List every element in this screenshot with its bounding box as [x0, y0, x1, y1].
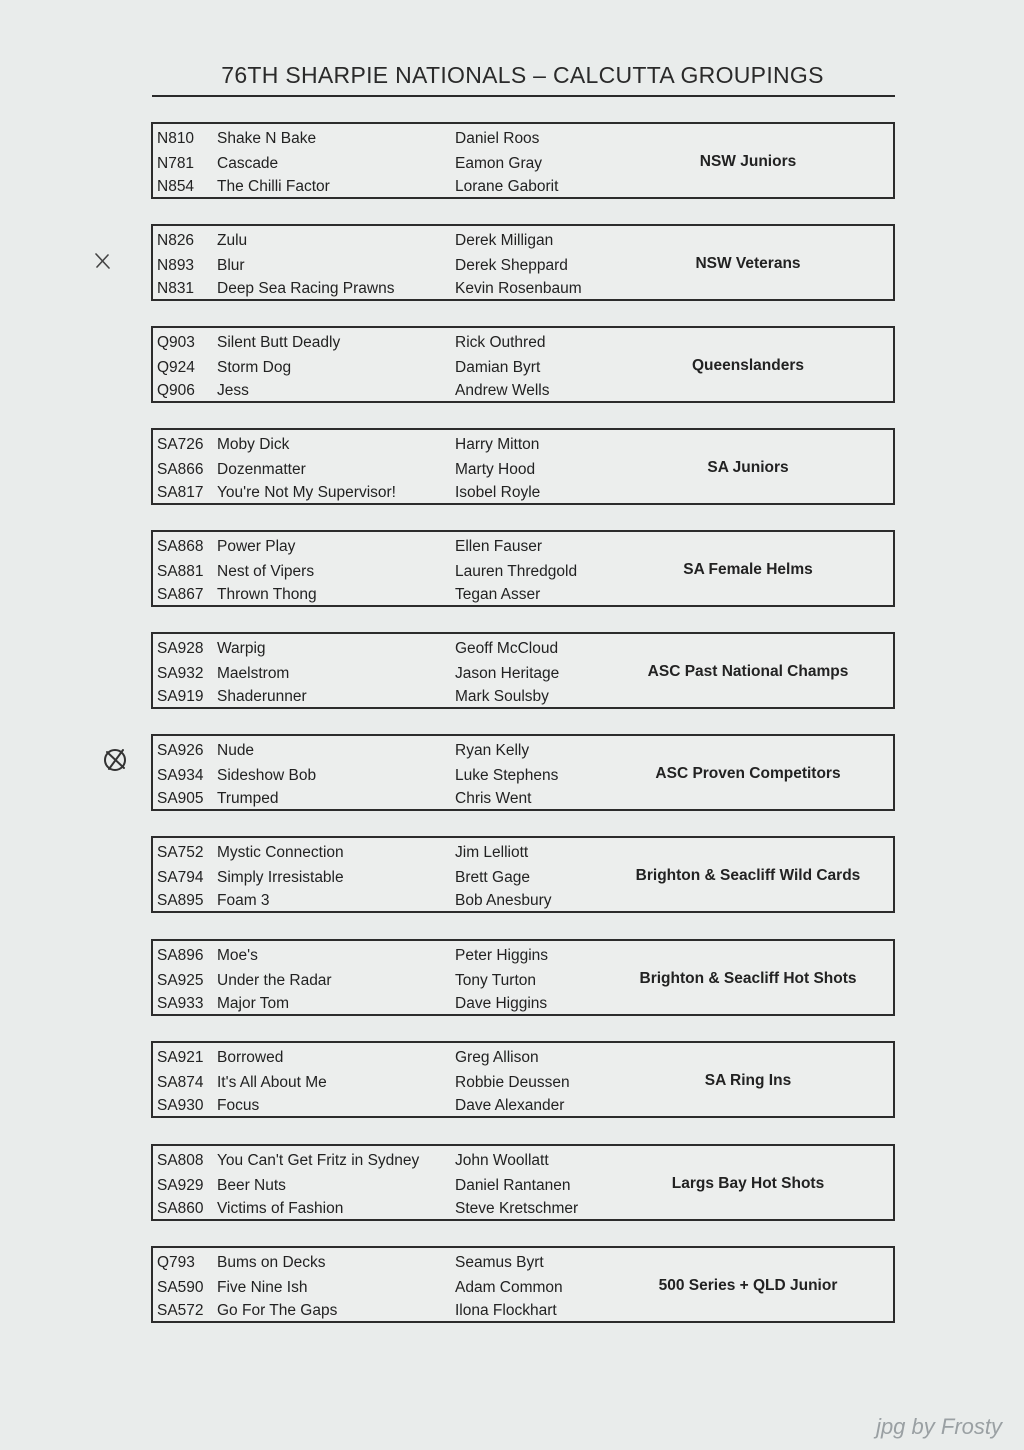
- group-box: [151, 326, 895, 403]
- entry-row: [153, 788, 893, 810]
- boat-name: Focus: [217, 1097, 260, 1114]
- sail-number: SA752: [157, 844, 204, 861]
- boat-name: You Can't Get Fritz in Sydney: [217, 1152, 420, 1169]
- boat-name: Warpig: [217, 640, 266, 657]
- sail-number: N781: [157, 155, 195, 172]
- boat-name: You're Not My Supervisor!: [217, 484, 396, 501]
- entry-row: [153, 128, 893, 150]
- skipper-name: Robbie Deussen: [455, 1074, 570, 1091]
- skipper-name: Peter Higgins: [455, 947, 549, 964]
- group-name: Brighton & Seacliff Wild Cards: [635, 867, 861, 884]
- skipper-name: Dave Alexander: [455, 1097, 565, 1114]
- entry-row: [153, 380, 893, 402]
- group-box: [151, 530, 895, 607]
- skipper-name: Adam Common: [455, 1279, 563, 1296]
- sail-number: SA925: [157, 972, 204, 989]
- sail-number: N831: [157, 280, 195, 297]
- sail-number: SA808: [157, 1152, 204, 1169]
- skipper-name: Daniel Rantanen: [455, 1177, 571, 1194]
- boat-name: Zulu: [217, 232, 248, 249]
- pen-cross-mark: [92, 250, 114, 272]
- skipper-name: Geoff McCloud: [455, 640, 559, 657]
- entry-row: [153, 434, 893, 456]
- skipper-name: Ilona Flockhart: [455, 1302, 557, 1319]
- sail-number: SA867: [157, 586, 204, 603]
- skipper-name: Rick Outhred: [455, 334, 546, 351]
- sail-number: SA896: [157, 947, 204, 964]
- sail-number: Q793: [157, 1254, 195, 1271]
- skipper-name: Damian Byrt: [455, 359, 541, 376]
- sail-number: SA930: [157, 1097, 204, 1114]
- group-name: 500 Series + QLD Junior: [658, 1277, 838, 1294]
- sail-number: SA726: [157, 436, 204, 453]
- sail-number: SA932: [157, 665, 204, 682]
- boat-name: Shaderunner: [217, 688, 307, 705]
- page-title: 76TH SHARPIE NATIONALS – CALCUTTA GROUPINGS: [221, 62, 824, 88]
- skipper-name: Kevin Rosenbaum: [455, 280, 582, 297]
- skipper-name: Isobel Royle: [455, 484, 541, 501]
- group-name: Brighton & Seacliff Hot Shots: [639, 970, 857, 987]
- entry-row: [153, 740, 893, 762]
- skipper-name: Luke Stephens: [455, 767, 559, 784]
- entry-row: [153, 1198, 893, 1220]
- boat-name: Deep Sea Racing Prawns: [217, 280, 395, 297]
- sail-number: Q903: [157, 334, 195, 351]
- entry-row: [153, 842, 893, 864]
- boat-name: Thrown Thong: [217, 586, 317, 603]
- sail-number: Q924: [157, 359, 195, 376]
- boat-name: Foam 3: [217, 892, 270, 909]
- skipper-name: Ryan Kelly: [455, 742, 530, 759]
- entry-row: [153, 482, 893, 504]
- sail-number: SA590: [157, 1279, 204, 1296]
- group-name: SA Female Helms: [683, 561, 813, 578]
- boat-name: Nude: [217, 742, 255, 759]
- boat-name: Storm Dog: [217, 359, 292, 376]
- sail-number: N826: [157, 232, 195, 249]
- sail-number: N810: [157, 130, 195, 147]
- group-box: [151, 1144, 895, 1221]
- boat-name: Dozenmatter: [217, 461, 306, 478]
- sail-number: SA934: [157, 767, 204, 784]
- sail-number: SA572: [157, 1302, 204, 1319]
- group-box: [151, 734, 895, 811]
- boat-name: Five Nine Ish: [217, 1279, 308, 1296]
- group-name: NSW Veterans: [695, 255, 801, 272]
- group-box: [151, 122, 895, 199]
- boat-name: The Chilli Factor: [217, 178, 330, 195]
- boat-name: Mystic Connection: [217, 844, 344, 861]
- skipper-name: Ellen Fauser: [455, 538, 543, 555]
- sail-number: SA866: [157, 461, 204, 478]
- sail-number: N854: [157, 178, 195, 195]
- skipper-name: Daniel Roos: [455, 130, 540, 147]
- skipper-name: Derek Sheppard: [455, 257, 568, 274]
- skipper-name: Jim Lelliott: [455, 844, 529, 861]
- boat-name: It's All About Me: [217, 1074, 327, 1091]
- skipper-name: Lauren Thredgold: [455, 563, 578, 580]
- skipper-name: Brett Gage: [455, 869, 530, 886]
- group-box: [151, 1041, 895, 1118]
- skipper-name: Lorane Gaborit: [455, 178, 559, 195]
- entry-row: [153, 686, 893, 708]
- group-name: ASC Proven Competitors: [655, 765, 841, 782]
- boat-name: Victims of Fashion: [217, 1200, 344, 1217]
- skipper-name: Steve Kretschmer: [455, 1200, 579, 1217]
- skipper-name: Seamus Byrt: [455, 1254, 544, 1271]
- group-box: [151, 939, 895, 1016]
- entry-row: [153, 1252, 893, 1274]
- entry-row: [153, 584, 893, 606]
- entry-row: [153, 230, 893, 252]
- skipper-name: Tegan Asser: [455, 586, 541, 603]
- photo-credit: jpg by Frosty: [876, 1414, 1002, 1439]
- boat-name: Bums on Decks: [217, 1254, 326, 1271]
- skipper-name: Andrew Wells: [455, 382, 550, 399]
- boat-name: Shake N Bake: [217, 130, 317, 147]
- skipper-name: Marty Hood: [455, 461, 536, 478]
- skipper-name: Jason Heritage: [455, 665, 560, 682]
- boat-name: Simply Irresistable: [217, 869, 344, 886]
- sail-number: SA874: [157, 1074, 204, 1091]
- entry-row: [153, 1300, 893, 1322]
- group-name: Queenslanders: [692, 357, 804, 374]
- entry-row: [153, 1047, 893, 1069]
- sail-number: SA919: [157, 688, 204, 705]
- boat-name: Jess: [217, 382, 249, 399]
- pen-circled-cross-mark: [101, 741, 131, 775]
- group-name: ASC Past National Champs: [647, 663, 849, 680]
- entry-row: [153, 536, 893, 558]
- boat-name: Nest of Vipers: [217, 563, 315, 580]
- boat-name: Trumped: [217, 790, 279, 807]
- skipper-name: Tony Turton: [455, 972, 536, 989]
- boat-name: Beer Nuts: [217, 1177, 286, 1194]
- entry-row: [153, 176, 893, 198]
- entry-row: [153, 890, 893, 912]
- entry-row: [153, 945, 893, 967]
- boat-name: Under the Radar: [217, 972, 332, 989]
- sail-number: SA881: [157, 563, 204, 580]
- skipper-name: Chris Went: [455, 790, 532, 807]
- boat-name: Major Tom: [217, 995, 290, 1012]
- entry-row: [153, 278, 893, 300]
- group-box: [151, 224, 895, 301]
- sail-number: Q906: [157, 382, 195, 399]
- sail-number: SA933: [157, 995, 204, 1012]
- sail-number: SA895: [157, 892, 204, 909]
- skipper-name: John Woollatt: [455, 1152, 549, 1169]
- skipper-name: Harry Mitton: [455, 436, 540, 453]
- group-name: SA Ring Ins: [704, 1072, 792, 1089]
- sail-number: SA817: [157, 484, 204, 501]
- entry-row: [153, 1150, 893, 1172]
- sail-number: SA921: [157, 1049, 204, 1066]
- group-box: [151, 1246, 895, 1323]
- entry-row: [153, 993, 893, 1015]
- sail-number: SA928: [157, 640, 204, 657]
- entry-row: [153, 638, 893, 660]
- boat-name: Moe's: [217, 947, 258, 964]
- boat-name: Borrowed: [217, 1049, 284, 1066]
- skipper-name: Bob Anesbury: [455, 892, 552, 909]
- boat-name: Cascade: [217, 155, 279, 172]
- boat-name: Blur: [217, 257, 245, 274]
- skipper-name: Dave Higgins: [455, 995, 548, 1012]
- sail-number: SA868: [157, 538, 204, 555]
- skipper-name: Eamon Gray: [455, 155, 543, 172]
- group-box: [151, 836, 895, 913]
- skipper-name: Greg Allison: [455, 1049, 539, 1066]
- boat-name: Maelstrom: [217, 665, 290, 682]
- skipper-name: Derek Milligan: [455, 232, 554, 249]
- boat-name: Silent Butt Deadly: [217, 334, 341, 351]
- group-box: [151, 428, 895, 505]
- sail-number: SA905: [157, 790, 204, 807]
- sail-number: SA794: [157, 869, 204, 886]
- group-name: SA Juniors: [707, 459, 789, 476]
- entry-row: [153, 1095, 893, 1117]
- entry-row: [153, 332, 893, 354]
- sail-number: SA926: [157, 742, 204, 759]
- sail-number: SA860: [157, 1200, 204, 1217]
- group-name: NSW Juniors: [699, 153, 797, 170]
- boat-name: Power Play: [217, 538, 296, 555]
- boat-name: Sideshow Bob: [217, 767, 317, 784]
- boat-name: Go For The Gaps: [217, 1302, 338, 1319]
- group-name: Largs Bay Hot Shots: [671, 1175, 825, 1192]
- skipper-name: Mark Soulsby: [455, 688, 549, 705]
- boat-name: Moby Dick: [217, 436, 290, 453]
- sail-number: N893: [157, 257, 195, 274]
- sail-number: SA929: [157, 1177, 204, 1194]
- group-box: [151, 632, 895, 709]
